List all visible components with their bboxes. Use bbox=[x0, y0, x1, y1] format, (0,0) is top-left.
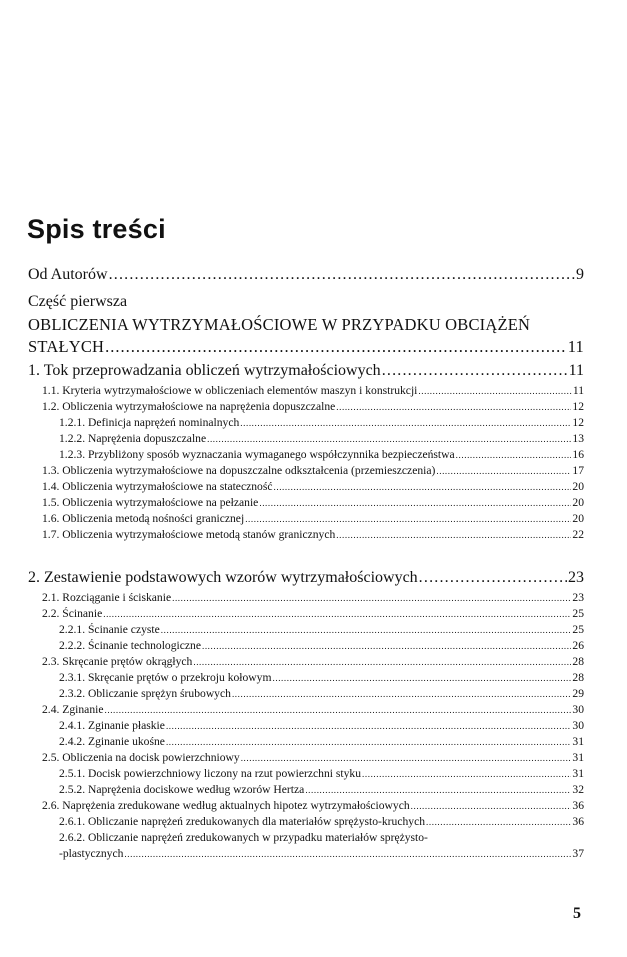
dot-leader bbox=[259, 496, 571, 509]
page-title: Spis treści bbox=[27, 214, 166, 244]
toc-entry-label: 2.1. Rozciąganie i ściskanie bbox=[42, 591, 172, 604]
dot-leader bbox=[456, 448, 572, 461]
toc-entry-label: 2.6.1. Obliczanie naprężeń zredukowanych dla materiałów sprężysto-kruchych bbox=[59, 815, 426, 828]
toc-entry-page: 23 bbox=[572, 591, 584, 604]
toc-entry[interactable] bbox=[28, 767, 584, 783]
toc-entry-label: Od Autorów bbox=[28, 266, 108, 283]
toc-entry-label: 1. Tok przeprowadzania obliczeń wytrzymałościowych bbox=[28, 362, 381, 379]
toc-entry[interactable] bbox=[28, 735, 584, 751]
toc-entry[interactable] bbox=[28, 416, 584, 432]
toc-entry[interactable] bbox=[28, 815, 584, 831]
dot-leader bbox=[166, 735, 571, 748]
page-number: 5 bbox=[573, 905, 581, 922]
toc-entry-label: 2.3.2. Obliczanie sprężyn śrubowych bbox=[59, 687, 231, 700]
toc-entry[interactable] bbox=[28, 783, 584, 799]
dot-leader bbox=[336, 528, 571, 541]
toc-entry-page: 17 bbox=[572, 464, 584, 477]
dot-leader bbox=[202, 639, 571, 652]
toc-entry[interactable] bbox=[28, 512, 584, 528]
toc-entry-page: 20 bbox=[572, 512, 584, 525]
toc-entry[interactable] bbox=[28, 448, 584, 464]
toc-entry-page: 25 bbox=[572, 607, 584, 620]
dot-leader bbox=[245, 512, 571, 525]
dot-leader bbox=[166, 719, 571, 732]
part-heading-line1: OBLICZENIA WYTRZYMAŁOŚCIOWE W PRZYPADKU OBCIĄŻEŃ bbox=[28, 315, 531, 334]
toc-entry-label: 1.2.3. Przybliżony sposób wyznaczania wymaganego współczynnika bezpieczeństwa bbox=[59, 448, 455, 461]
toc-entry-label: 2.4. Zginanie bbox=[42, 703, 104, 716]
toc-entry-page: 30 bbox=[572, 719, 584, 732]
toc-entry-label: 2.3. Skręcanie prętów okrągłych bbox=[42, 655, 193, 668]
toc-entry-page: 13 bbox=[572, 432, 584, 445]
toc-entry[interactable] bbox=[28, 623, 584, 639]
dot-leader bbox=[362, 767, 571, 780]
toc-entry[interactable] bbox=[28, 432, 584, 448]
toc-entry-page: 31 bbox=[572, 735, 584, 748]
toc-entry[interactable] bbox=[28, 671, 584, 687]
dot-leader bbox=[232, 687, 571, 700]
dot-leader bbox=[411, 799, 572, 812]
part-heading-line2: STAŁYCH bbox=[28, 337, 105, 356]
toc-entry-page: 16 bbox=[572, 448, 584, 461]
dot-leader bbox=[274, 480, 572, 493]
toc-entry-label: 2.2. Ścinanie bbox=[42, 607, 103, 620]
dot-leader bbox=[436, 464, 571, 477]
dot-leader bbox=[418, 384, 571, 397]
dot-leader bbox=[207, 432, 571, 445]
toc-entry-label: 1.2.2. Naprężenia dopuszczalne bbox=[59, 432, 207, 445]
toc-entry-page: 9 bbox=[576, 266, 584, 283]
toc-entry[interactable] bbox=[28, 655, 584, 671]
dot-leader bbox=[124, 847, 571, 860]
toc-entry[interactable] bbox=[28, 591, 584, 607]
toc-entry[interactable] bbox=[28, 464, 584, 480]
toc-entry-page: 20 bbox=[572, 496, 584, 509]
toc-entry-page: 11 bbox=[568, 362, 584, 379]
toc-entry-label: 1.5. Obliczenia wytrzymałościowe na pełzanie bbox=[42, 496, 259, 509]
dot-leader bbox=[336, 400, 571, 413]
toc-entry-label: 2.2.2. Ścinanie technologiczne bbox=[59, 639, 201, 652]
toc-entry[interactable] bbox=[28, 687, 584, 703]
dot-leader bbox=[382, 362, 568, 380]
dot-leader bbox=[419, 569, 567, 587]
toc-entry-page: 29 bbox=[572, 687, 584, 700]
dot-leader bbox=[240, 416, 571, 429]
toc-entry[interactable] bbox=[28, 639, 584, 655]
toc-entry[interactable] bbox=[28, 703, 584, 719]
toc-entry-label: 2.5.1. Docisk powierzchniowy liczony na rzut powierzchni styku bbox=[59, 767, 362, 780]
toc-entry-page: 12 bbox=[572, 400, 584, 413]
toc-chapter-entry[interactable] bbox=[28, 362, 584, 384]
chapter-1 bbox=[28, 362, 584, 544]
toc-entry[interactable] bbox=[28, 799, 584, 815]
dot-leader bbox=[193, 655, 571, 668]
toc-entry-page: 36 bbox=[572, 799, 584, 812]
toc-entry[interactable] bbox=[28, 480, 584, 496]
dot-leader bbox=[241, 751, 572, 764]
toc-entry-page: 12 bbox=[572, 416, 584, 429]
toc-entry-page: 26 bbox=[572, 639, 584, 652]
toc-entry-label: 1.1. Kryteria wytrzymałościowe w obliczeniach elementów maszyn i konstrukcji bbox=[42, 384, 418, 397]
chapter-2 bbox=[28, 569, 584, 863]
toc-entry[interactable] bbox=[28, 607, 584, 623]
dot-leader bbox=[273, 671, 572, 684]
toc-chapter-entry[interactable] bbox=[28, 569, 584, 591]
dot-leader bbox=[426, 815, 571, 828]
dot-leader bbox=[105, 337, 567, 357]
dot-leader bbox=[161, 623, 572, 636]
toc-entry-page: 28 bbox=[572, 655, 584, 668]
toc-entry-label: 2.6. Naprężenia zredukowane według aktualnych hipotez wytrzymałościowych bbox=[42, 799, 410, 812]
toc-entry-label: 2.4.1. Zginanie płaskie bbox=[59, 719, 165, 732]
toc-entry-page: 37 bbox=[572, 847, 584, 860]
toc-entry-label: 2. Zestawienie podstawowych wzorów wytrzymałościowych bbox=[28, 569, 418, 586]
toc-entry[interactable] bbox=[28, 528, 584, 544]
toc-entry[interactable] bbox=[28, 384, 584, 400]
toc-entry-page: 20 bbox=[572, 480, 584, 493]
toc-entry-part[interactable] bbox=[28, 337, 584, 359]
toc-entry[interactable] bbox=[28, 496, 584, 512]
toc-entry-page: 30 bbox=[572, 703, 584, 716]
toc-entry-label: 1.3. Obliczenia wytrzymałościowe na dopuszczalne odkształcenia (przemieszczenia) bbox=[42, 464, 436, 477]
dot-leader bbox=[305, 783, 571, 796]
toc-entry-page: 36 bbox=[572, 815, 584, 828]
toc-entry-label: 2.4.2. Zginanie ukośne bbox=[59, 735, 165, 748]
toc-entry-page: 32 bbox=[572, 783, 584, 796]
dot-leader bbox=[109, 266, 575, 284]
toc-entry-label: 1.7. Obliczenia wytrzymałościowe metodą stanów granicznych bbox=[42, 528, 336, 541]
toc-entry-page: 31 bbox=[572, 767, 584, 780]
toc-entry[interactable] bbox=[28, 751, 584, 767]
toc-entry[interactable] bbox=[28, 400, 584, 416]
toc-entry-label: 1.6. Obliczenia metodą nośności granicznej bbox=[42, 512, 245, 525]
toc-entry-page: 23 bbox=[568, 569, 584, 586]
toc-entry-label-line1: 2.6.2. Obliczanie naprężeń zredukowanych w przypadku materiałów sprężysto- bbox=[59, 831, 428, 844]
dot-leader bbox=[172, 591, 571, 604]
toc-entry-label: 1.4. Obliczenia wytrzymałościowe na stateczność bbox=[42, 480, 273, 493]
toc-entry-label: 2.5. Obliczenia na docisk powierzchniowy bbox=[42, 751, 240, 764]
toc-entry-foreword[interactable] bbox=[28, 266, 584, 288]
toc-entry-page: 28 bbox=[572, 671, 584, 684]
part-subtitle: Część pierwsza bbox=[28, 293, 128, 310]
toc-entry[interactable] bbox=[28, 847, 584, 863]
toc-entry-label: 1.2.1. Definicja naprężeń nominalnych bbox=[59, 416, 240, 429]
dot-leader bbox=[105, 703, 572, 716]
toc-entry-page: 25 bbox=[572, 623, 584, 636]
toc-entry-page: 11 bbox=[567, 337, 584, 356]
toc-entry-label: 1.2. Obliczenia wytrzymałościowe na naprężenia dopuszczalne bbox=[42, 400, 336, 413]
toc-entry-page: 31 bbox=[572, 751, 584, 764]
toc-entry-page: 22 bbox=[572, 528, 584, 541]
table-of-contents bbox=[28, 266, 584, 863]
toc-entry[interactable] bbox=[28, 719, 584, 735]
toc-entry-label: 2.2.1. Ścinanie czyste bbox=[59, 623, 160, 636]
toc-entry-label: -plastycznych bbox=[59, 847, 124, 860]
dot-leader bbox=[103, 607, 571, 620]
toc-entry-label: 2.5.2. Naprężenia dociskowe według wzorów Hertza bbox=[59, 783, 305, 796]
toc-entry-page: 11 bbox=[572, 384, 584, 397]
toc-entry-label: 2.3.1. Skręcanie prętów o przekroju kołowym bbox=[59, 671, 272, 684]
